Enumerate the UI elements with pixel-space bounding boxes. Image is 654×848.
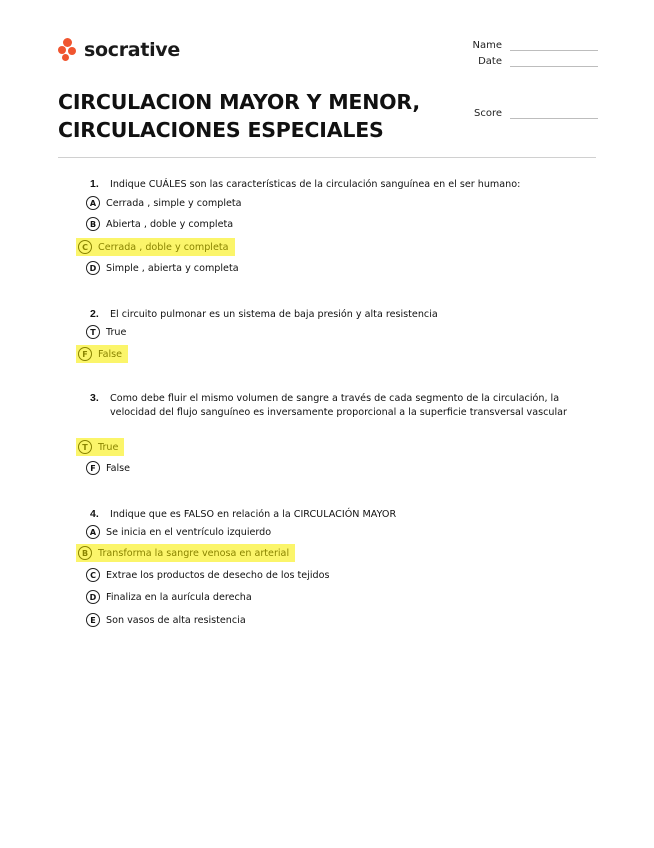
socrative-logo bbox=[58, 38, 180, 62]
option-text: True bbox=[106, 326, 127, 338]
question-number: 1. bbox=[90, 178, 99, 190]
name-label: Name bbox=[472, 40, 502, 51]
option-letter-circle-icon[interactable]: A bbox=[86, 525, 100, 539]
option-letter-circle-icon[interactable]: D bbox=[86, 261, 100, 275]
answer-option-b[interactable] bbox=[86, 216, 233, 232]
answer-option-d[interactable] bbox=[86, 589, 252, 605]
answer-option-f[interactable] bbox=[76, 345, 128, 363]
option-text: Son vasos de alta resistencia bbox=[106, 614, 246, 626]
answer-option-c[interactable] bbox=[86, 567, 329, 583]
page-title bbox=[58, 88, 420, 144]
option-letter-circle-icon[interactable]: E bbox=[86, 613, 100, 627]
question-text: Indique CUÁLES son las características de la circulación sanguínea en el ser humano: bbox=[110, 179, 521, 190]
logo-dots-icon bbox=[58, 38, 78, 62]
title-line-2: CIRCULACIONES ESPECIALES bbox=[58, 118, 384, 142]
option-text: Finaliza en la aurícula derecha bbox=[106, 591, 252, 603]
option-text: False bbox=[98, 348, 123, 360]
question-number: 2. bbox=[90, 308, 99, 320]
answer-option-t[interactable] bbox=[86, 324, 126, 340]
option-letter-circle-icon[interactable]: B bbox=[78, 546, 92, 560]
score-field[interactable] bbox=[462, 108, 598, 119]
option-letter-circle-icon[interactable]: T bbox=[78, 440, 92, 454]
option-text: Se inicia en el ventrículo izquierdo bbox=[106, 526, 272, 538]
option-text: Cerrada , doble y completa bbox=[98, 241, 229, 253]
answer-option-d[interactable] bbox=[86, 260, 239, 276]
answer-option-a[interactable] bbox=[86, 195, 242, 211]
option-text: Extrae los productos de desecho de los tejidos bbox=[106, 569, 330, 581]
option-text: Cerrada , simple y completa bbox=[106, 197, 242, 209]
answer-option-a[interactable] bbox=[86, 524, 271, 540]
date-field[interactable] bbox=[462, 56, 598, 67]
score-line[interactable] bbox=[510, 109, 598, 119]
option-letter-circle-icon[interactable]: C bbox=[78, 240, 92, 254]
question-text: Indique que es FALSO en relación a la CIRCULACIÓN MAYOR bbox=[110, 509, 397, 520]
option-letter-circle-icon[interactable]: F bbox=[78, 347, 92, 361]
header-divider bbox=[58, 157, 596, 158]
answer-option-e[interactable] bbox=[86, 612, 246, 628]
answer-option-b[interactable] bbox=[76, 544, 295, 562]
title-line-1: CIRCULACION MAYOR Y MENOR, bbox=[58, 90, 420, 114]
option-letter-circle-icon[interactable]: C bbox=[86, 568, 100, 582]
question-text: Como debe fluir el mismo volumen de sangre a través de cada segmento de la circulación, la velocidad del flujo sanguíneo es inversamente proporcional a la superficie transversal vascular bbox=[110, 393, 567, 418]
question-number: 3. bbox=[90, 392, 99, 404]
option-letter-circle-icon[interactable]: B bbox=[86, 217, 100, 231]
answer-option-t[interactable] bbox=[76, 438, 124, 456]
score-label: Score bbox=[473, 108, 502, 119]
option-text: Transforma la sangre venosa en arterial bbox=[98, 547, 290, 559]
option-text: True bbox=[98, 441, 119, 453]
name-line[interactable] bbox=[510, 41, 598, 51]
answer-option-f[interactable] bbox=[86, 460, 130, 476]
option-text: False bbox=[106, 462, 131, 474]
option-text: Abierta , doble y completa bbox=[106, 218, 234, 230]
question-text: El circuito pulmonar es un sistema de baja presión y alta resistencia bbox=[110, 309, 438, 320]
brand-name: socrative bbox=[84, 39, 180, 61]
date-label: Date bbox=[478, 56, 502, 67]
option-letter-circle-icon[interactable]: A bbox=[86, 196, 100, 210]
option-letter-circle-icon[interactable]: T bbox=[86, 325, 100, 339]
option-letter-circle-icon[interactable]: F bbox=[86, 461, 100, 475]
option-text: Simple , abierta y completa bbox=[106, 262, 239, 274]
question-number: 4. bbox=[90, 508, 99, 520]
answer-option-c[interactable] bbox=[76, 238, 235, 256]
option-letter-circle-icon[interactable]: D bbox=[86, 590, 100, 604]
name-field[interactable] bbox=[462, 40, 598, 51]
date-line[interactable] bbox=[510, 57, 598, 67]
